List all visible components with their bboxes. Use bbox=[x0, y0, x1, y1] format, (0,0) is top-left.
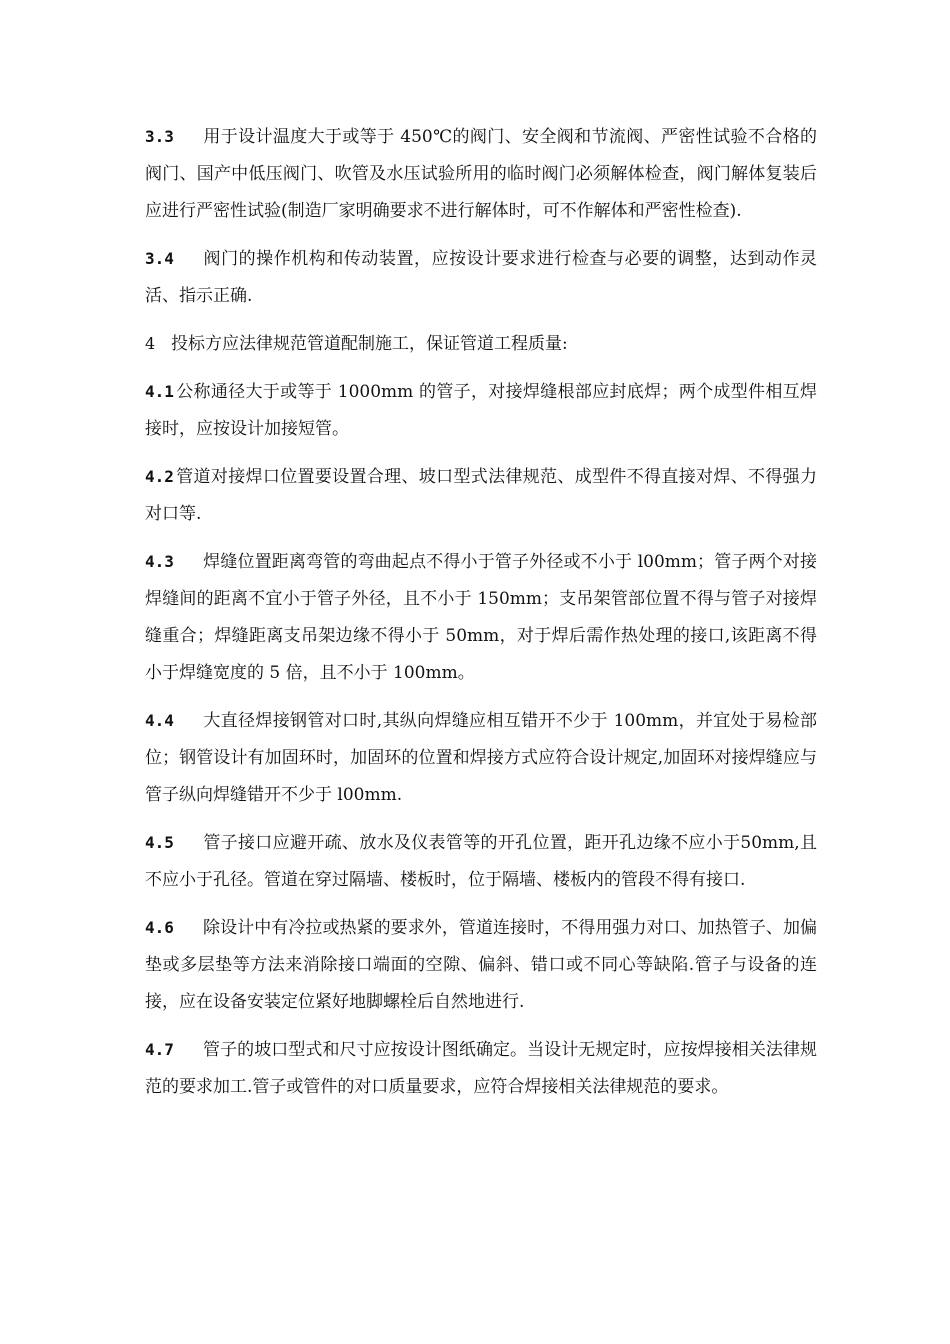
clause-text: 大直径焊接钢管对口时,其纵向焊缝应相互错开不少于 100mm，并宜处于易检部位；钢管设计有加固环时，加固环的位置和焊接方式应符合设计规定,加固环对接焊缝应与管子纵向焊缝错开不少于 l00mm. bbox=[145, 711, 817, 805]
clause-number: 4.3 bbox=[145, 552, 174, 571]
clause-number: 3.4 bbox=[145, 249, 174, 268]
clause-number: 4.1 bbox=[145, 382, 174, 401]
clause-number: 4.6 bbox=[145, 918, 174, 937]
paragraph-4-3 bbox=[145, 543, 817, 692]
clause-number: 4.7 bbox=[145, 1040, 174, 1059]
paragraph-3-4 bbox=[145, 240, 817, 315]
clause-text: 除设计中有冷拉或热紧的要求外，管道连接时，不得用强力对口、加热管子、加偏垫或多层垫等方法来消除接口端面的空隙、偏斜、错口或不同心等缺陷.管子与设备的连接，应在设备安装定位紧好地脚螺栓后自然地进行. bbox=[145, 918, 817, 1012]
paragraph-4-2 bbox=[145, 458, 817, 533]
clause-number: 4.2 bbox=[145, 467, 174, 486]
clause-text: 管子的坡口型式和尺寸应按设计图纸确定。当设计无规定时，应按焊接相关法律规范的要求加工.管子或管件的对口质量要求，应符合焊接相关法律规范的要求。 bbox=[145, 1040, 817, 1097]
clause-text: 管道对接焊口位置要设置合理、坡口型式法律规范、成型件不得直接对焊、不得强力对口等. bbox=[145, 467, 817, 524]
clause-text: 投标方应法律规范管道配制施工，保证管道工程质量: bbox=[171, 334, 568, 354]
paragraph-4-5 bbox=[145, 824, 817, 899]
clause-text: 公称通径大于或等于 1000mm 的管子，对接焊缝根部应封底焊；两个成型件相互焊接时，应按设计加接短管。 bbox=[145, 382, 817, 439]
clause-text: 阀门的操作机构和传动装置，应按设计要求进行检查与必要的调整，达到动作灵活、指示正确. bbox=[145, 249, 817, 306]
clause-number: 4.4 bbox=[145, 711, 174, 730]
paragraph-4-7 bbox=[145, 1031, 817, 1106]
document-page bbox=[145, 118, 817, 1116]
paragraph-4 bbox=[145, 325, 817, 363]
clause-number: 4 bbox=[145, 334, 156, 353]
clause-text: 管子接口应避开疏、放水及仪表管等的开孔位置，距开孔边缘不应小于50mm,且不应小于孔径。管道在穿过隔墙、楼板时，位于隔墙、楼板内的管段不得有接口. bbox=[145, 833, 817, 890]
clause-text: 焊缝位置距离弯管的弯曲起点不得小于管子外径或不小于 l00mm；管子两个对接焊缝间的距离不宜小于管子外径，且不小于 150mm；支吊架管部位置不得与管子对接焊缝重合；焊缝距离支吊架边缘不得小于 50mm，对于焊后需作热处理的接口,该距离不得小于焊缝宽度的 5 倍，且不小于 100mm。 bbox=[145, 552, 817, 683]
paragraph-4-6 bbox=[145, 909, 817, 1021]
paragraph-3-3 bbox=[145, 118, 817, 230]
clause-number: 4.5 bbox=[145, 833, 174, 852]
paragraph-4-1 bbox=[145, 373, 817, 448]
clause-text: 用于设计温度大于或等于 450℃的阀门、安全阀和节流阀、严密性试验不合格的阀门、国产中低压阀门、吹管及水压试验所用的临时阀门必须解体检查，阀门解体复装后应进行严密性试验(制造厂家明确要求不进行解体时，可不作解体和严密性检查). bbox=[145, 127, 817, 221]
clause-number: 3.3 bbox=[145, 127, 174, 146]
paragraph-4-4 bbox=[145, 702, 817, 814]
